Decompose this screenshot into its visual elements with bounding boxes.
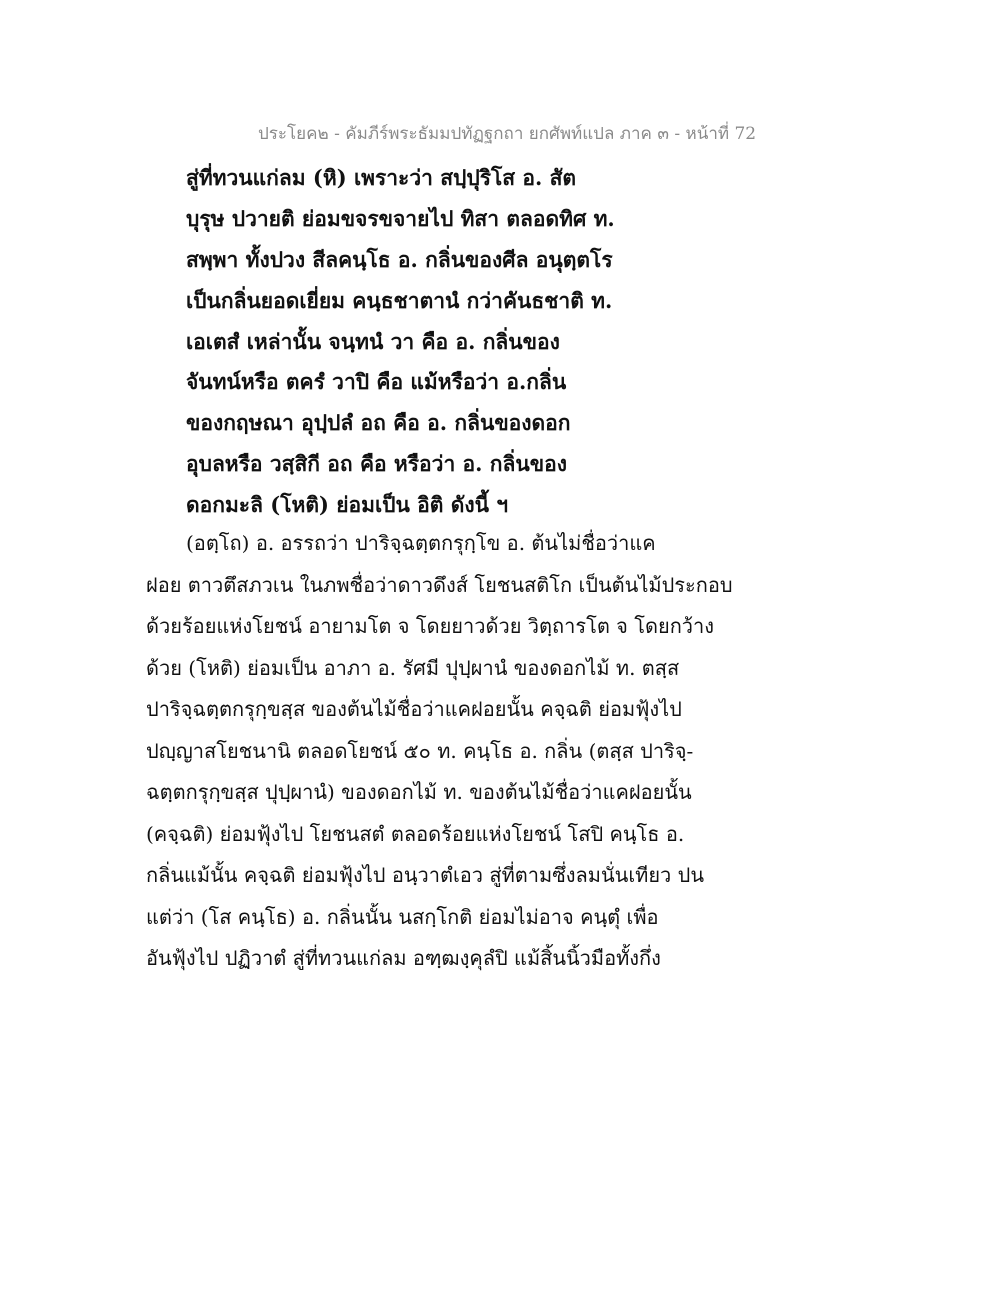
paragraph-line: อันฟุ้งไป ปฏิวาตํ สู่ที่ทวนแก่ลม อฑฺฒงฺคุลํปิ แม้สิ้นนิ้วมือทั้งกึ่ง: [146, 946, 661, 970]
paragraph-line: (คจฺฉติ) ย่อมฟุ้งไป โยชนสตํ ตลอดร้อยแห่งโยชน์ โสปิ คนฺโธ อ.: [146, 821, 685, 846]
verse-line: ดอกมะลิ (โหติ) ย่อมเป็น อิติ ดังนี้ ฯ: [186, 492, 509, 518]
verse-line: ของกฤษณา อุปฺปลํ อถ คือ อ. กลิ่นของดอก: [186, 410, 571, 436]
paragraph-line: แต่ว่า (โส คนฺโธ) อ. กลิ่นนั้น นสกฺโกติ ย่อมไม่อาจ คนฺตุํ เพื่อ: [146, 904, 659, 929]
page-header: ประโยค๒ - คัมภีร์พระธัมมปทัฏฐกถา ยกศัพท์แปล ภาค ๓ - หน้าที่ 72: [258, 124, 757, 144]
paragraph-line: ปาริจฺฉตฺตกรุกฺขสฺส ของต้นไม้ชื่อว่าแคฝอยนั้น คจฺฉติ ย่อมฟุ้งไป: [146, 697, 682, 721]
verse-line: บุรุษ ปวายติ ย่อมขจรขจายไป ทิสา ตลอดทิศ ท.: [186, 205, 615, 231]
paragraph-line: ปญฺญาสโยชนานิ ตลอดโยชน์ ๕๐ ท. คนฺโธ อ. กลิ่น (ตสฺส ปาริจฺ-: [146, 738, 694, 763]
paragraph-line: (อตฺโถ) อ. อรรถว่า ปาริจฺฉตฺตกรุกฺโข อ. ต้นไม่ชื่อว่าแค: [186, 531, 656, 555]
paragraph-line: ฝอย ตาวตึสภวเน ในภพชื่อว่าดาวดึงส์ โยชนสติโก เป็นต้นไม้ประกอบ: [146, 572, 733, 597]
paragraph-line: ฉตฺตกรุกฺขสฺส ปุปฺผานํ) ของดอกไม้ ท. ของต้นไม้ชื่อว่าแคฝอยนั้น: [146, 780, 692, 804]
verse-line: อุบลหรือ วสฺสิกี อถ คือ หรือว่า อ. กลิ่นของ: [186, 451, 567, 477]
verse-line: สพฺพา ทั้งปวง สีลคนฺโธ อ. กลิ่นของศีล อนุตฺตโร: [186, 246, 613, 272]
commentary-paragraph: [146, 523, 746, 980]
paragraph-line: กลิ่นแม้นั้น คจฺฉติ ย่อมฟุ้งไป อนฺวาตํเอว สู่ที่ตามซึ่งลมนั่นเทียว ปน: [146, 863, 705, 887]
verse-translation-block: [186, 158, 746, 526]
verse-line: เอเตสํ เหล่านั้น จนฺทนํ วา คือ อ. กลิ่นของ: [186, 328, 560, 354]
paragraph-line: ด้วย (โหติ) ย่อมเป็น อาภา อ. รัศมี ปุปฺผานํ ของดอกไม้ ท. ตสฺส: [146, 655, 680, 680]
paragraph-line: ด้วยร้อยแห่งโยชน์ อายามโต จ โดยยาวด้วย วิตฺถารโต จ โดยกว้าง: [146, 614, 715, 638]
verse-line: เป็นกลิ่นยอดเยี่ยม คนฺธชาตานํ กว่าคันธชาติ ท.: [186, 287, 613, 313]
verse-line: จันทน์หรือ ตครํ วาปิ คือ แม้หรือว่า อ.กลิ่น: [186, 369, 567, 395]
verse-line: สู่ที่ทวนแก่ลม (หิ) เพราะว่า สปฺปุริโส อ. สัต: [186, 165, 577, 190]
